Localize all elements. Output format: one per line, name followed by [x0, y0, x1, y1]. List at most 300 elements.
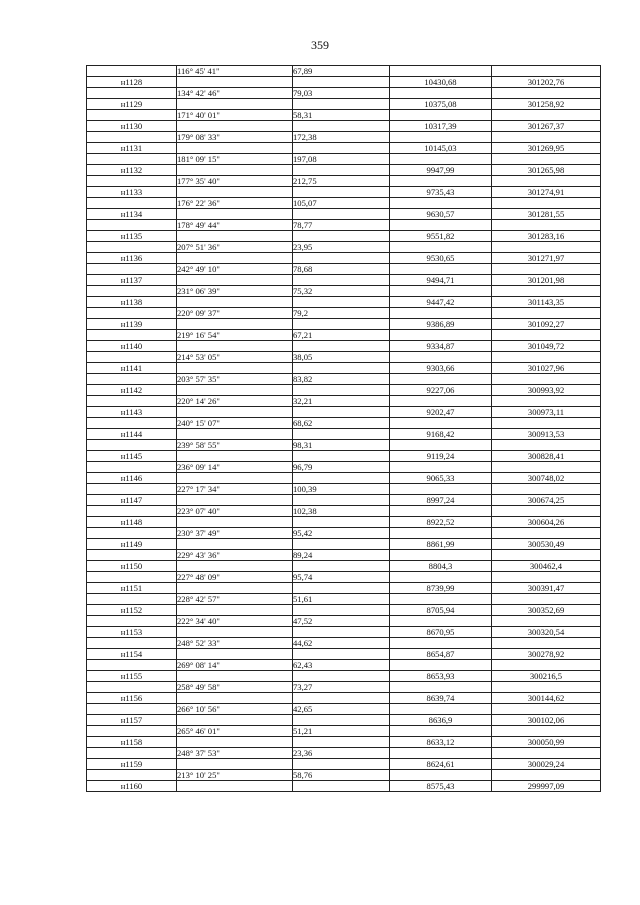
coordinate-y: 301258,92	[492, 99, 601, 110]
empty-cell	[293, 297, 390, 308]
point-id: н1156	[87, 693, 177, 704]
empty-cell	[293, 429, 390, 440]
point-row	[87, 99, 601, 110]
coordinate-x: 9947,99	[390, 165, 492, 176]
empty-cell	[293, 385, 390, 396]
coordinate-x: 8670,95	[390, 627, 492, 638]
direction-angle: 134° 42' 46"	[177, 88, 293, 99]
empty-cell	[87, 132, 177, 143]
segment-row	[87, 242, 601, 253]
direction-angle: 222° 34' 40"	[177, 616, 293, 627]
coordinate-x: 9227,06	[390, 385, 492, 396]
coordinates-table	[86, 65, 601, 792]
direction-angle: 227° 48' 09"	[177, 572, 293, 583]
empty-cell	[293, 99, 390, 110]
empty-cell	[492, 110, 601, 121]
empty-cell	[492, 374, 601, 385]
point-row	[87, 671, 601, 682]
empty-cell	[293, 715, 390, 726]
coordinate-y: 300391,47	[492, 583, 601, 594]
empty-cell	[177, 517, 293, 528]
empty-cell	[390, 572, 492, 583]
point-id: н1149	[87, 539, 177, 550]
empty-cell	[390, 506, 492, 517]
empty-cell	[177, 231, 293, 242]
segment-row	[87, 396, 601, 407]
empty-cell	[492, 462, 601, 473]
segment-row	[87, 176, 601, 187]
point-id: н1141	[87, 363, 177, 374]
coordinate-y: 300050,99	[492, 737, 601, 748]
empty-cell	[293, 165, 390, 176]
empty-cell	[492, 286, 601, 297]
segment-row	[87, 704, 601, 715]
segment-row	[87, 506, 601, 517]
coordinate-x: 10317,39	[390, 121, 492, 132]
segment-row	[87, 660, 601, 671]
empty-cell	[492, 242, 601, 253]
coordinate-x: 9202,47	[390, 407, 492, 418]
empty-cell	[492, 594, 601, 605]
coordinate-x: 9494,71	[390, 275, 492, 286]
segment-row	[87, 616, 601, 627]
point-row	[87, 759, 601, 770]
segment-length: 47,52	[293, 616, 390, 627]
segment-length: 42,65	[293, 704, 390, 715]
point-id: н1146	[87, 473, 177, 484]
empty-cell	[87, 682, 177, 693]
empty-cell	[177, 429, 293, 440]
point-id: н1159	[87, 759, 177, 770]
point-id: н1129	[87, 99, 177, 110]
direction-angle: 178° 49' 44"	[177, 220, 293, 231]
coordinate-x: 9530,65	[390, 253, 492, 264]
coordinate-y: 301201,98	[492, 275, 601, 286]
empty-cell	[390, 264, 492, 275]
direction-angle: 213° 10' 25"	[177, 770, 293, 781]
segment-length: 89,24	[293, 550, 390, 561]
direction-angle: 214° 53' 05"	[177, 352, 293, 363]
empty-cell	[390, 528, 492, 539]
direction-angle: 223° 07' 40"	[177, 506, 293, 517]
direction-angle: 229° 43' 36"	[177, 550, 293, 561]
empty-cell	[492, 704, 601, 715]
direction-angle: 181° 09' 15"	[177, 154, 293, 165]
point-row	[87, 517, 601, 528]
point-id: н1152	[87, 605, 177, 616]
segment-length: 23,95	[293, 242, 390, 253]
coordinate-y: 301283,16	[492, 231, 601, 242]
coordinate-x: 9447,42	[390, 297, 492, 308]
point-row	[87, 451, 601, 462]
empty-cell	[293, 253, 390, 264]
empty-cell	[293, 649, 390, 660]
direction-angle: 179° 08' 33"	[177, 132, 293, 143]
point-row	[87, 649, 601, 660]
coordinate-x: 8633,12	[390, 737, 492, 748]
coordinate-y: 301092,27	[492, 319, 601, 330]
segment-length: 68,62	[293, 418, 390, 429]
empty-cell	[390, 638, 492, 649]
point-id: н1138	[87, 297, 177, 308]
point-id: н1160	[87, 781, 177, 792]
segment-row	[87, 352, 601, 363]
empty-cell	[293, 231, 390, 242]
coordinate-x: 9386,89	[390, 319, 492, 330]
segment-row	[87, 462, 601, 473]
empty-cell	[177, 583, 293, 594]
point-id: н1144	[87, 429, 177, 440]
direction-angle: 176° 22' 36"	[177, 198, 293, 209]
point-id: н1151	[87, 583, 177, 594]
direction-angle: 220° 14' 26"	[177, 396, 293, 407]
empty-cell	[87, 308, 177, 319]
empty-cell	[177, 165, 293, 176]
segment-length: 51,61	[293, 594, 390, 605]
point-id: н1147	[87, 495, 177, 506]
segment-row	[87, 154, 601, 165]
empty-cell	[390, 594, 492, 605]
empty-cell	[492, 616, 601, 627]
coordinate-y: 300102,06	[492, 715, 601, 726]
point-row	[87, 231, 601, 242]
point-id: н1135	[87, 231, 177, 242]
empty-cell	[390, 220, 492, 231]
coordinate-y: 301027,96	[492, 363, 601, 374]
empty-cell	[87, 506, 177, 517]
empty-cell	[293, 671, 390, 682]
empty-cell	[87, 154, 177, 165]
empty-cell	[390, 88, 492, 99]
empty-cell	[390, 484, 492, 495]
empty-cell	[87, 770, 177, 781]
point-id: н1143	[87, 407, 177, 418]
point-row	[87, 495, 601, 506]
segment-length: 62,43	[293, 660, 390, 671]
empty-cell	[177, 253, 293, 264]
point-row	[87, 385, 601, 396]
empty-cell	[390, 154, 492, 165]
empty-cell	[177, 121, 293, 132]
segment-row	[87, 748, 601, 759]
empty-cell	[293, 363, 390, 374]
coordinate-y: 301049,72	[492, 341, 601, 352]
segment-row	[87, 374, 601, 385]
empty-cell	[87, 66, 177, 77]
direction-angle: 266° 10' 56"	[177, 704, 293, 715]
empty-cell	[492, 176, 601, 187]
empty-cell	[87, 198, 177, 209]
coordinate-x: 9735,43	[390, 187, 492, 198]
point-id: н1133	[87, 187, 177, 198]
coordinate-x: 9119,24	[390, 451, 492, 462]
empty-cell	[390, 242, 492, 253]
empty-cell	[293, 781, 390, 792]
point-id: н1131	[87, 143, 177, 154]
empty-cell	[177, 297, 293, 308]
empty-cell	[87, 528, 177, 539]
segment-length: 78,77	[293, 220, 390, 231]
coordinate-y: 301269,95	[492, 143, 601, 154]
direction-angle: 207° 51' 36"	[177, 242, 293, 253]
segment-length: 73,27	[293, 682, 390, 693]
empty-cell	[492, 682, 601, 693]
segment-length: 32,21	[293, 396, 390, 407]
segment-row	[87, 132, 601, 143]
empty-cell	[390, 198, 492, 209]
point-id: н1145	[87, 451, 177, 462]
point-row	[87, 627, 601, 638]
empty-cell	[492, 726, 601, 737]
empty-cell	[390, 396, 492, 407]
coordinate-y: 300674,25	[492, 495, 601, 506]
segment-row	[87, 726, 601, 737]
empty-cell	[177, 715, 293, 726]
direction-angle: 258° 49' 58"	[177, 682, 293, 693]
empty-cell	[390, 660, 492, 671]
empty-cell	[492, 264, 601, 275]
empty-cell	[390, 682, 492, 693]
direction-angle: 116° 45' 41"	[177, 66, 293, 77]
empty-cell	[293, 407, 390, 418]
direction-angle: 248° 37' 53"	[177, 748, 293, 759]
segment-length: 58,76	[293, 770, 390, 781]
empty-cell	[293, 693, 390, 704]
segment-length: 58,31	[293, 110, 390, 121]
coordinate-y: 300352,69	[492, 605, 601, 616]
coordinate-x: 9065,33	[390, 473, 492, 484]
empty-cell	[177, 451, 293, 462]
coordinate-x: 10430,68	[390, 77, 492, 88]
coordinate-x: 8861,99	[390, 539, 492, 550]
direction-angle: 228° 42' 57"	[177, 594, 293, 605]
coordinate-x: 8739,99	[390, 583, 492, 594]
empty-cell	[177, 407, 293, 418]
coordinate-x: 8653,93	[390, 671, 492, 682]
point-id: н1137	[87, 275, 177, 286]
direction-angle: 239° 58' 55"	[177, 440, 293, 451]
empty-cell	[87, 374, 177, 385]
point-id: н1150	[87, 561, 177, 572]
empty-cell	[177, 605, 293, 616]
segment-row	[87, 198, 601, 209]
empty-cell	[87, 594, 177, 605]
point-id: н1142	[87, 385, 177, 396]
segment-length: 95,42	[293, 528, 390, 539]
segment-length: 38,05	[293, 352, 390, 363]
page-number: 359	[311, 38, 329, 52]
empty-cell	[293, 209, 390, 220]
empty-cell	[293, 473, 390, 484]
point-id: н1155	[87, 671, 177, 682]
empty-cell	[87, 242, 177, 253]
empty-cell	[390, 286, 492, 297]
empty-cell	[177, 209, 293, 220]
empty-cell	[293, 627, 390, 638]
point-id: н1157	[87, 715, 177, 726]
empty-cell	[293, 583, 390, 594]
empty-cell	[390, 66, 492, 77]
point-row	[87, 165, 601, 176]
empty-cell	[177, 363, 293, 374]
empty-cell	[293, 539, 390, 550]
empty-cell	[293, 77, 390, 88]
segment-length: 23,36	[293, 748, 390, 759]
coordinate-y: 300604,26	[492, 517, 601, 528]
segment-length: 79,2	[293, 308, 390, 319]
empty-cell	[177, 759, 293, 770]
coordinate-y: 301281,55	[492, 209, 601, 220]
coordinate-y: 300462,4	[492, 561, 601, 572]
empty-cell	[87, 88, 177, 99]
segment-row	[87, 572, 601, 583]
empty-cell	[492, 396, 601, 407]
segment-row	[87, 110, 601, 121]
empty-cell	[87, 726, 177, 737]
empty-cell	[87, 418, 177, 429]
point-row	[87, 561, 601, 572]
empty-cell	[492, 484, 601, 495]
point-row	[87, 583, 601, 594]
empty-cell	[492, 638, 601, 649]
empty-cell	[87, 550, 177, 561]
segment-length: 83,82	[293, 374, 390, 385]
direction-angle: 220° 09' 37"	[177, 308, 293, 319]
empty-cell	[492, 352, 601, 363]
coordinate-x: 8654,87	[390, 649, 492, 660]
segment-row	[87, 286, 601, 297]
point-row	[87, 77, 601, 88]
point-id: н1158	[87, 737, 177, 748]
segment-length: 96,79	[293, 462, 390, 473]
empty-cell	[87, 220, 177, 231]
point-id: н1140	[87, 341, 177, 352]
direction-angle: 231° 06' 39"	[177, 286, 293, 297]
point-row	[87, 781, 601, 792]
empty-cell	[390, 330, 492, 341]
coordinates-table-body	[87, 66, 601, 792]
direction-angle: 240° 15' 07"	[177, 418, 293, 429]
empty-cell	[293, 121, 390, 132]
direction-angle: 269° 08' 14"	[177, 660, 293, 671]
empty-cell	[390, 550, 492, 561]
empty-cell	[492, 220, 601, 231]
empty-cell	[390, 110, 492, 121]
coordinate-x: 9630,57	[390, 209, 492, 220]
empty-cell	[293, 495, 390, 506]
point-id: н1148	[87, 517, 177, 528]
empty-cell	[390, 132, 492, 143]
coordinate-x: 8804,3	[390, 561, 492, 572]
empty-cell	[87, 286, 177, 297]
empty-cell	[492, 154, 601, 165]
segment-row	[87, 308, 601, 319]
segment-length: 172,38	[293, 132, 390, 143]
empty-cell	[177, 495, 293, 506]
empty-cell	[390, 418, 492, 429]
coordinate-x: 8624,61	[390, 759, 492, 770]
direction-angle: 177° 35' 40"	[177, 176, 293, 187]
segment-length: 51,21	[293, 726, 390, 737]
point-row	[87, 209, 601, 220]
empty-cell	[177, 319, 293, 330]
empty-cell	[293, 275, 390, 286]
empty-cell	[87, 352, 177, 363]
direction-angle: 242° 49' 10"	[177, 264, 293, 275]
coordinate-y: 300973,11	[492, 407, 601, 418]
segment-length: 95,74	[293, 572, 390, 583]
empty-cell	[87, 330, 177, 341]
empty-cell	[492, 308, 601, 319]
segment-length: 44,62	[293, 638, 390, 649]
coordinate-y: 301271,97	[492, 253, 601, 264]
empty-cell	[87, 660, 177, 671]
empty-cell	[177, 99, 293, 110]
coordinate-x: 8997,24	[390, 495, 492, 506]
direction-angle: 248° 52' 33"	[177, 638, 293, 649]
empty-cell	[87, 264, 177, 275]
empty-cell	[87, 440, 177, 451]
empty-cell	[492, 66, 601, 77]
segment-row	[87, 638, 601, 649]
point-id: н1130	[87, 121, 177, 132]
point-row	[87, 319, 601, 330]
empty-cell	[293, 187, 390, 198]
coordinate-x: 9334,87	[390, 341, 492, 352]
empty-cell	[177, 671, 293, 682]
point-row	[87, 539, 601, 550]
empty-cell	[492, 528, 601, 539]
point-row	[87, 253, 601, 264]
coordinate-x: 9303,66	[390, 363, 492, 374]
empty-cell	[390, 462, 492, 473]
empty-cell	[492, 572, 601, 583]
point-id: н1139	[87, 319, 177, 330]
point-row	[87, 715, 601, 726]
coordinate-y: 300029,24	[492, 759, 601, 770]
segment-length: 197,08	[293, 154, 390, 165]
direction-angle: 203° 57' 35"	[177, 374, 293, 385]
coordinate-y: 300530,49	[492, 539, 601, 550]
empty-cell	[492, 748, 601, 759]
coordinate-x: 10145,03	[390, 143, 492, 154]
empty-cell	[87, 484, 177, 495]
segment-row	[87, 594, 601, 605]
point-row	[87, 187, 601, 198]
empty-cell	[87, 396, 177, 407]
segment-row	[87, 330, 601, 341]
empty-cell	[390, 176, 492, 187]
coordinate-y: 301202,76	[492, 77, 601, 88]
coordinate-y: 301267,37	[492, 121, 601, 132]
point-row	[87, 429, 601, 440]
coordinate-x: 8922,52	[390, 517, 492, 528]
empty-cell	[390, 440, 492, 451]
segment-length: 79,03	[293, 88, 390, 99]
empty-cell	[293, 143, 390, 154]
direction-angle: 171° 40' 01"	[177, 110, 293, 121]
empty-cell	[87, 638, 177, 649]
point-row	[87, 693, 601, 704]
empty-cell	[390, 726, 492, 737]
coordinate-y: 300216,5	[492, 671, 601, 682]
empty-cell	[293, 605, 390, 616]
coordinate-y: 301265,98	[492, 165, 601, 176]
empty-cell	[177, 561, 293, 572]
segment-row	[87, 88, 601, 99]
empty-cell	[390, 352, 492, 363]
empty-cell	[492, 198, 601, 209]
